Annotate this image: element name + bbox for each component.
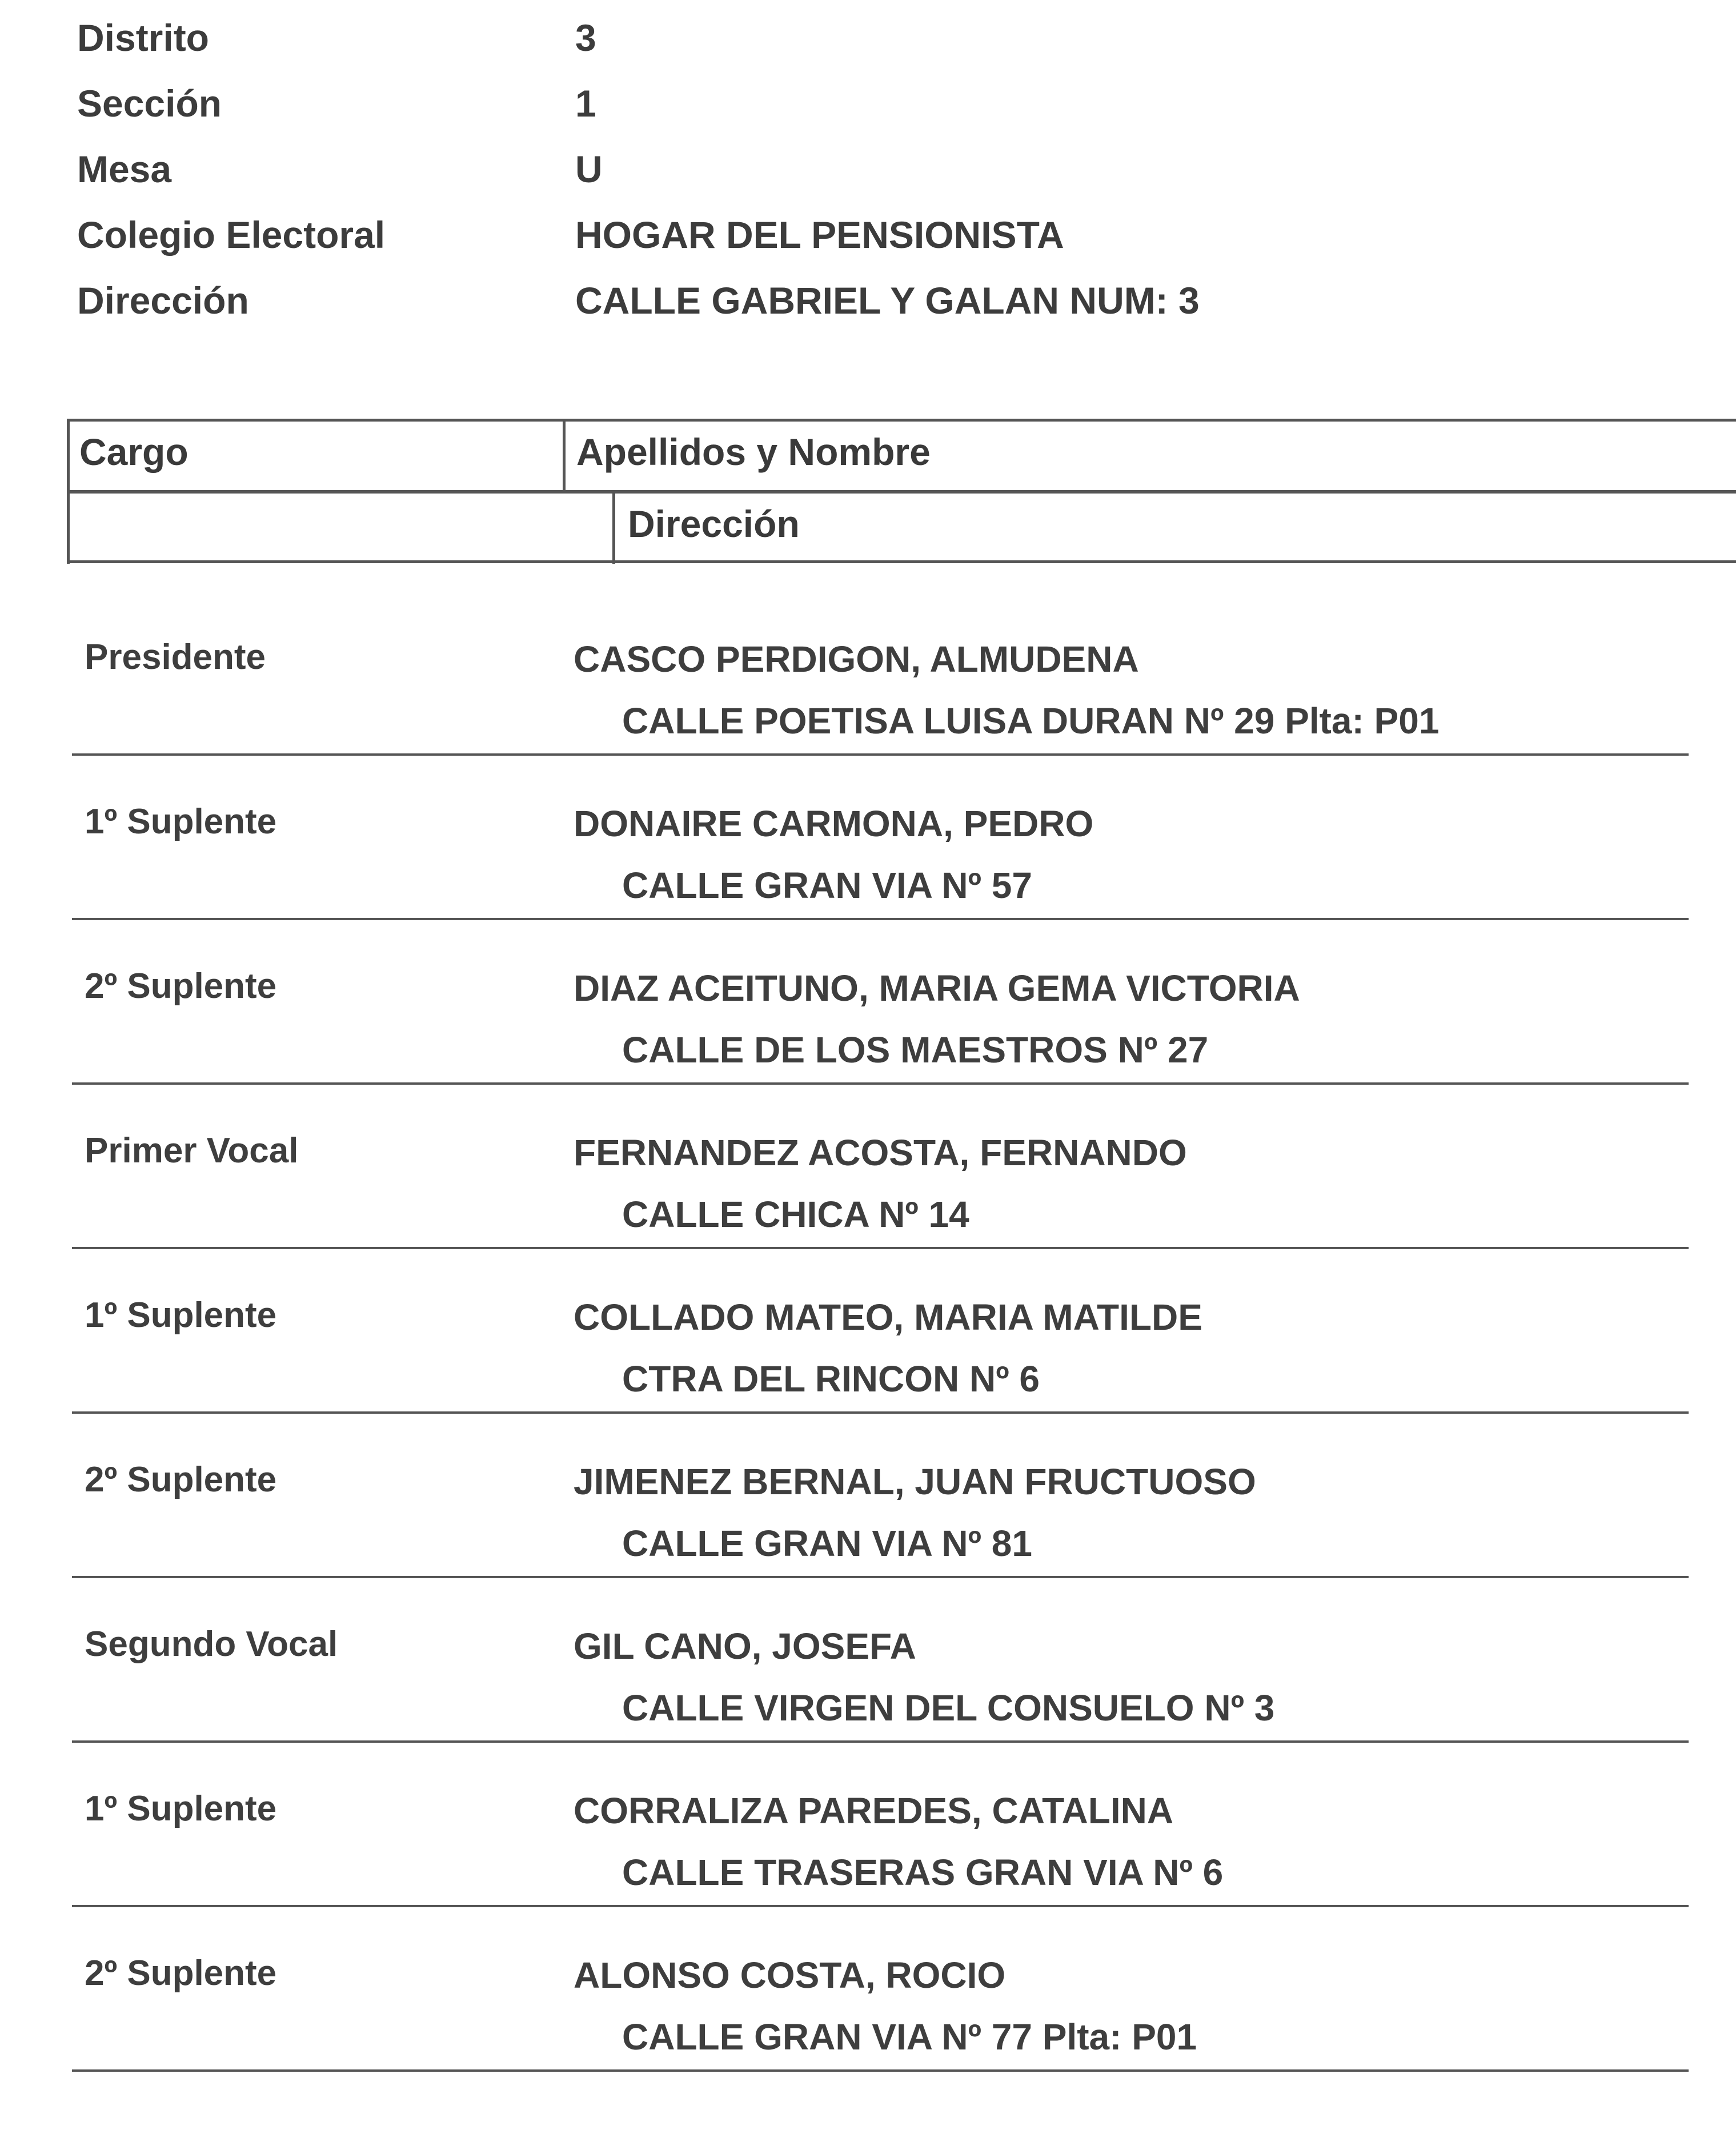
entry-nombre: DONAIRE CARMONA, PEDRO bbox=[574, 803, 1094, 844]
entry-cargo: 1º Suplente bbox=[85, 802, 277, 841]
entry-nombre: COLLADO MATEO, MARIA MATILDE bbox=[574, 1297, 1202, 1338]
entry-cargo: 2º Suplente bbox=[85, 1954, 277, 1993]
entry-nombre: CORRALIZA PAREDES, CATALINA bbox=[574, 1790, 1174, 1831]
entry-direccion: CALLE POETISA LUISA DURAN Nº 29 Plta: P01 bbox=[622, 700, 1440, 741]
info-row-direccion bbox=[77, 267, 1200, 333]
entry-nombre: DIAZ ACEITUNO, MARIA GEMA VICTORIA bbox=[574, 968, 1300, 1009]
members-list bbox=[0, 620, 1736, 2100]
entry-direccion: CALLE DE LOS MAESTROS Nº 27 bbox=[622, 1029, 1209, 1070]
info-row-colegio bbox=[77, 202, 1200, 267]
info-row-seccion bbox=[77, 70, 1200, 136]
list-item bbox=[0, 1278, 1736, 1442]
entry-direccion: CALLE CHICA Nº 14 bbox=[622, 1194, 969, 1235]
row-divider bbox=[72, 1905, 1689, 1907]
info-value: 1 bbox=[575, 82, 596, 125]
entry-direccion: CALLE VIRGEN DEL CONSUELO Nº 3 bbox=[622, 1687, 1275, 1728]
entry-direccion: CALLE TRASERAS GRAN VIA Nº 6 bbox=[622, 1852, 1224, 1893]
info-label: Distrito bbox=[77, 16, 209, 59]
info-label: Mesa bbox=[77, 147, 172, 190]
info-label: Dirección bbox=[77, 279, 249, 322]
info-value: HOGAR DEL PENSIONISTA bbox=[575, 213, 1064, 256]
row-divider bbox=[72, 753, 1689, 756]
table-border-top bbox=[67, 419, 1736, 422]
table-divider-top bbox=[563, 419, 566, 493]
info-label: Sección bbox=[77, 82, 222, 125]
info-label: Colegio Electoral bbox=[77, 213, 386, 256]
header-apellidos-nombre: Apellidos y Nombre bbox=[576, 431, 931, 473]
entry-cargo: Primer Vocal bbox=[85, 1131, 299, 1170]
info-value: 3 bbox=[575, 16, 596, 59]
entry-cargo: 1º Suplente bbox=[85, 1789, 277, 1828]
entry-nombre: GIL CANO, JOSEFA bbox=[574, 1626, 916, 1667]
entry-cargo: Presidente bbox=[85, 637, 266, 677]
list-item bbox=[0, 1936, 1736, 2100]
header-cargo: Cargo bbox=[79, 431, 189, 473]
table-divider-bottom bbox=[612, 492, 615, 564]
table-border-middle bbox=[67, 490, 1736, 494]
list-item bbox=[0, 949, 1736, 1113]
entry-nombre: CASCO PERDIGON, ALMUDENA bbox=[574, 639, 1139, 680]
list-item bbox=[0, 1113, 1736, 1278]
list-item bbox=[0, 620, 1736, 784]
info-row-mesa bbox=[77, 136, 1200, 202]
row-divider bbox=[72, 1740, 1689, 1743]
list-item bbox=[0, 1607, 1736, 1771]
row-divider bbox=[72, 1576, 1689, 1578]
row-divider bbox=[72, 2069, 1689, 2072]
info-row-distrito bbox=[77, 5, 1200, 70]
info-value: U bbox=[575, 147, 603, 190]
entry-cargo: Segundo Vocal bbox=[85, 1624, 338, 1664]
entry-nombre: ALONSO COSTA, ROCIO bbox=[574, 1955, 1006, 1996]
row-divider bbox=[72, 1411, 1689, 1414]
info-value: CALLE GABRIEL Y GALAN NUM: 3 bbox=[575, 279, 1200, 322]
entry-nombre: JIMENEZ BERNAL, JUAN FRUCTUOSO bbox=[574, 1461, 1256, 1502]
list-item bbox=[0, 784, 1736, 949]
row-divider bbox=[72, 918, 1689, 920]
entry-cargo: 2º Suplente bbox=[85, 1460, 277, 1499]
column-header-table bbox=[67, 419, 1736, 564]
header-direccion: Dirección bbox=[628, 503, 800, 545]
table-border-bottom bbox=[67, 560, 1736, 563]
entry-nombre: FERNANDEZ ACOSTA, FERNANDO bbox=[574, 1132, 1187, 1173]
row-divider bbox=[72, 1082, 1689, 1085]
info-block bbox=[77, 5, 1200, 333]
entry-cargo: 1º Suplente bbox=[85, 1295, 277, 1335]
entry-cargo: 2º Suplente bbox=[85, 966, 277, 1006]
list-item bbox=[0, 1771, 1736, 1936]
row-divider bbox=[72, 1247, 1689, 1249]
list-item bbox=[0, 1442, 1736, 1607]
entry-direccion: CTRA DEL RINCON Nº 6 bbox=[622, 1358, 1040, 1399]
entry-direccion: CALLE GRAN VIA Nº 57 bbox=[622, 865, 1032, 906]
entry-direccion: CALLE GRAN VIA Nº 81 bbox=[622, 1523, 1032, 1564]
entry-direccion: CALLE GRAN VIA Nº 77 Plta: P01 bbox=[622, 2016, 1197, 2057]
